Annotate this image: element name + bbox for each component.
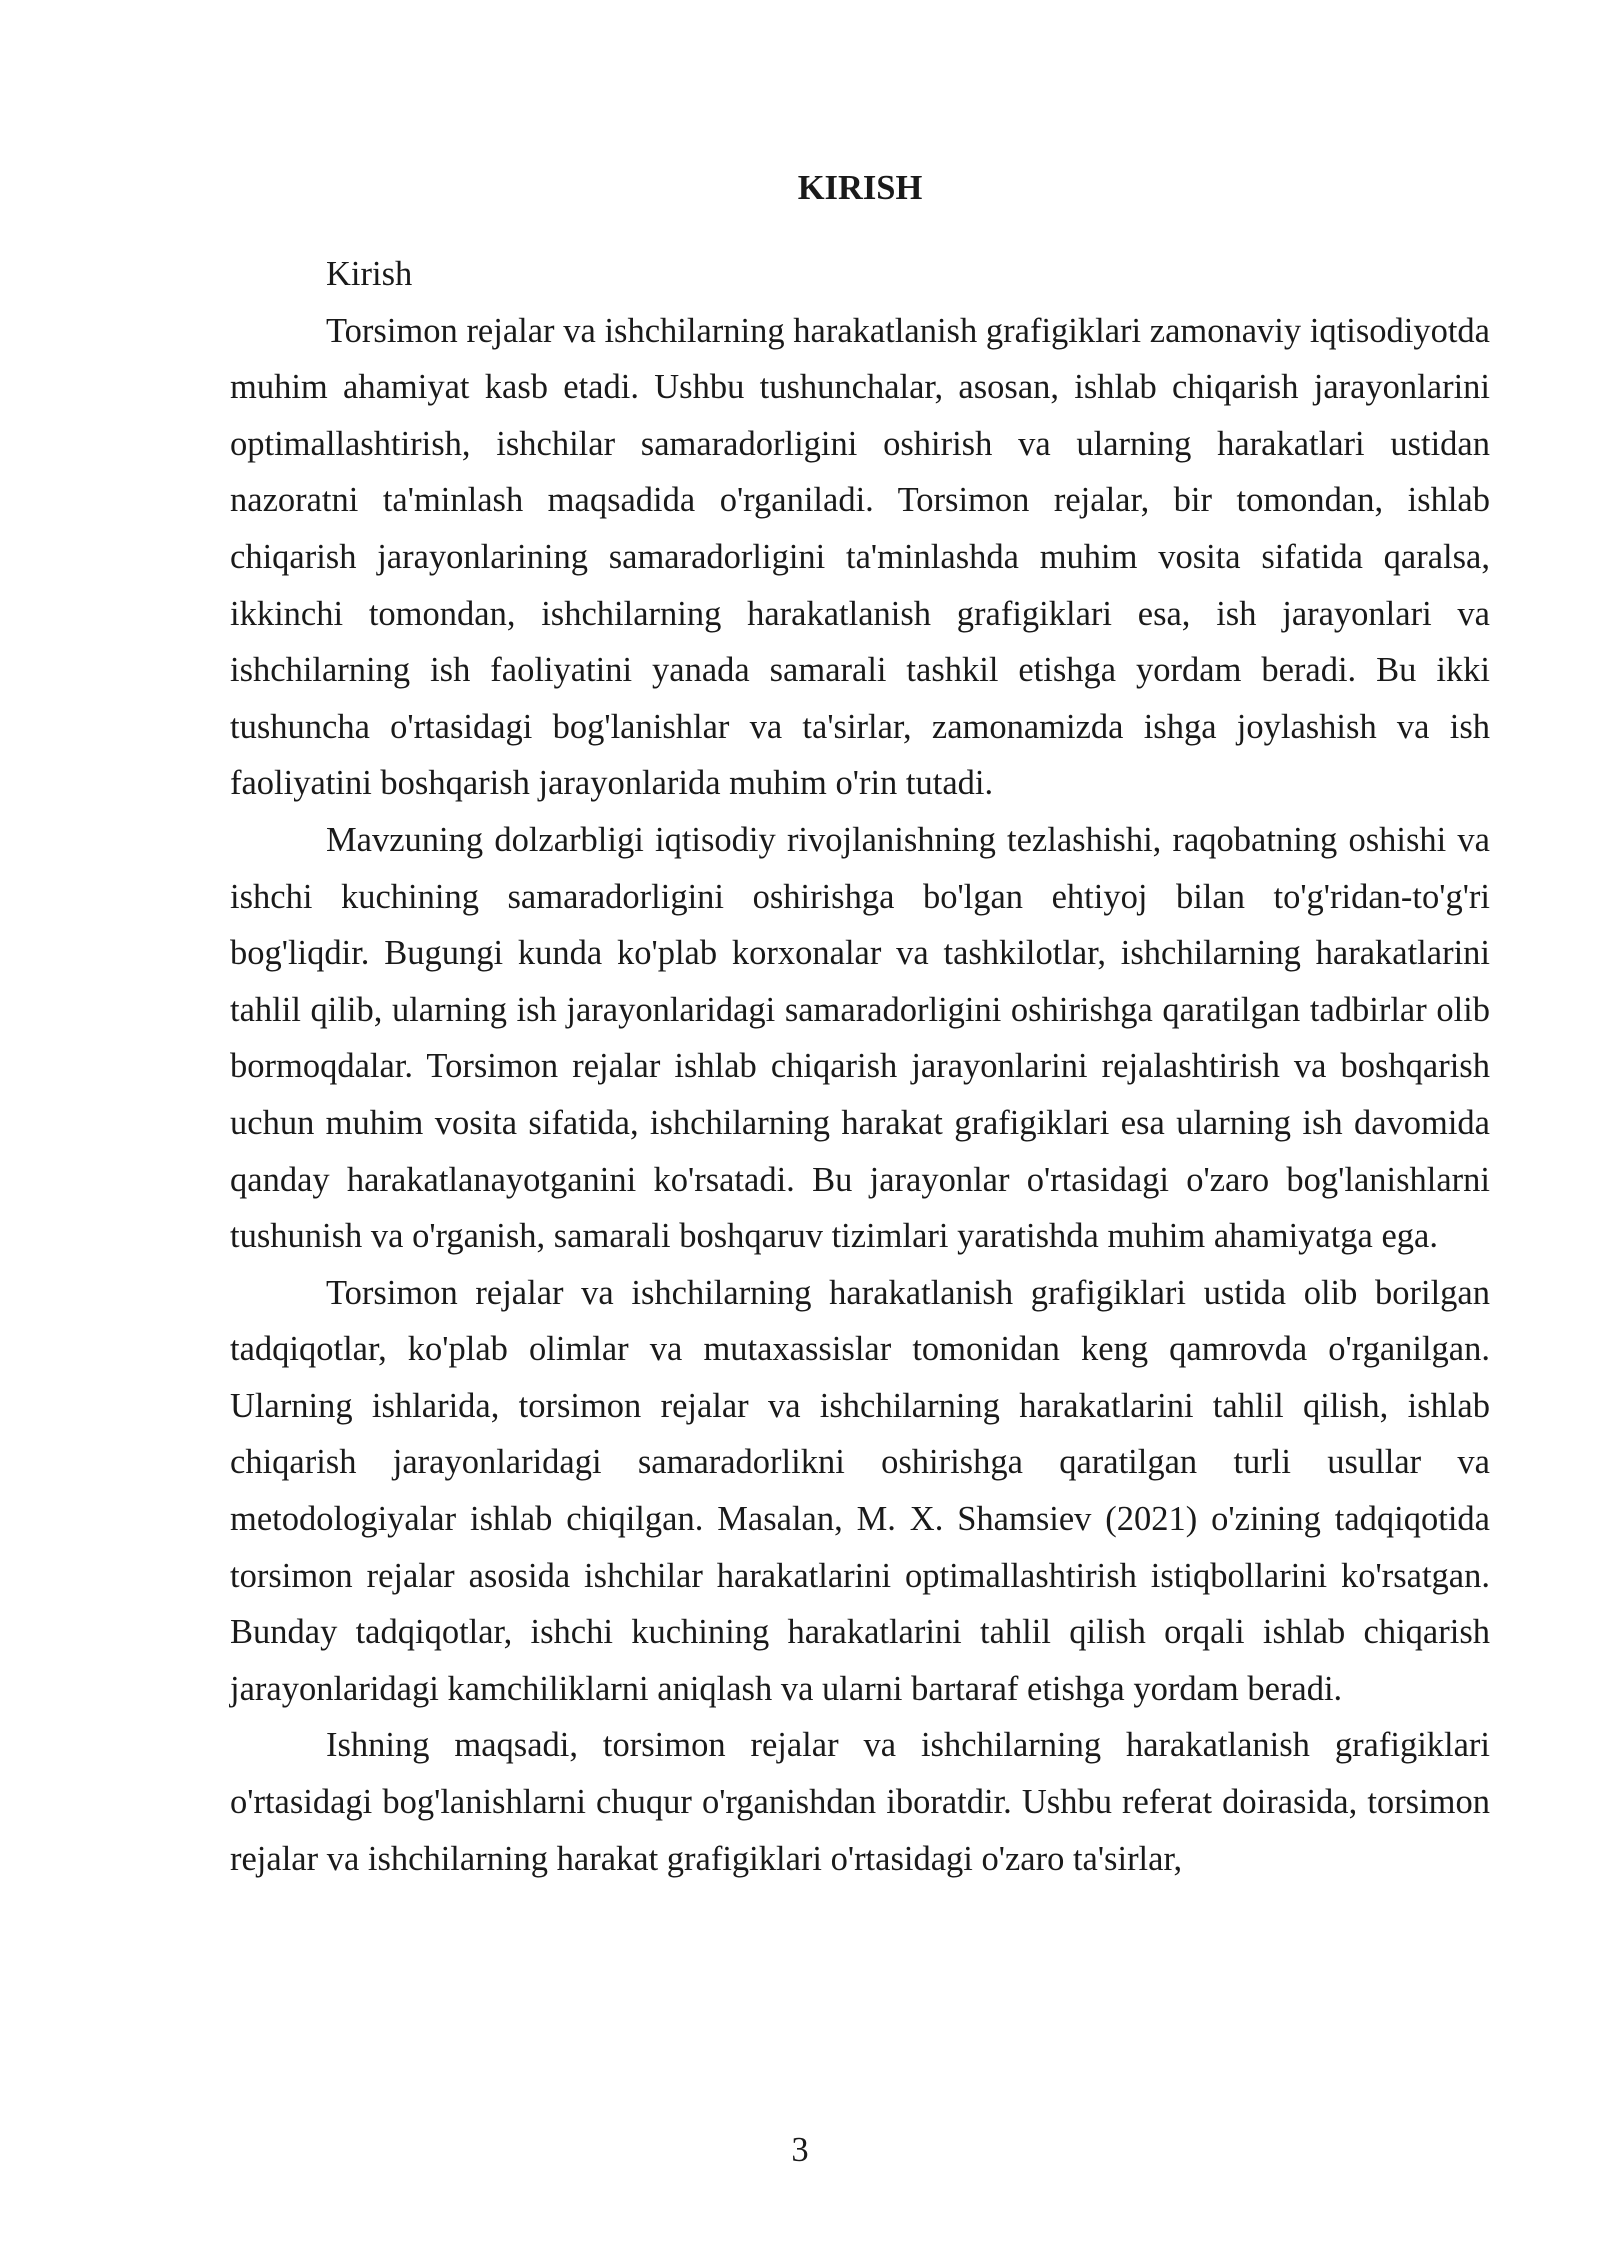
paragraph-literature: Torsimon rejalar va ishchilarning harakatlanish grafigiklari ustida olib borilgan tadqiqotlar, ko'plab olimlar va mutaxassislar tomonidan keng qamrovda o'rganilgan. Ularning ishlarida, torsimon rejalar va ishchilarning harakatlarini tahlil qilish, ishlab chiqarish jarayonlaridagi samaradorlikni oshirishga qaratilgan turli usullar va metodologiyalar ishlab chiqilgan. Masalan, M. X. Shamsiev (2021) o'zining tadqiqotida torsimon rejalar asosida ishchilar harakatlarini optimallashtirish istiqbollarini ko'rsatgan. Bunday tadqiqotlar, ishchi kuchining harakatlarini tahlil qilish orqali ishlab chiqarish jarayonlaridagi kamchiliklarni aniqlash va ularni bartaraf etishga yordam beradi. <box>230 1273 1490 1708</box>
page-number: 3 <box>791 2131 809 2169</box>
paragraph-goal: Ishning maqsadi, torsimon rejalar va ishchilarning harakatlanish grafigiklari o'rtasidagi bog'lanishlarni chuqur o'rganishdan iboratdir. Ushbu referat doirasida, torsimon rejalar va ishchilarning harakat grafigiklari o'rtasidagi o'zaro ta'sirlar, <box>230 1726 1490 1878</box>
section-heading: KIRISH <box>797 169 923 207</box>
page-body <box>230 160 1490 1887</box>
section-subheading: Kirish <box>326 255 413 293</box>
paragraph-intro: Torsimon rejalar va ishchilarning harakatlanish grafigiklari zamonaviy iqtisodiyotda muhim ahamiyat kasb etadi. Ushbu tushunchalar, asosan, ishlab chiqarish jarayonlarini optimallashtirish, ishchilar samaradorligini oshirish va ularning harakatlari ustidan nazoratni ta'minlash maqsadida o'rganiladi. Torsimon rejalar, bir tomondan, ishlab chiqarish jarayonlarining samaradorligini ta'minlashda muhim vosita sifatida qaralsa, ikkinchi tomondan, ishchilarning harakatlanish grafigiklari esa, ish jarayonlari va ishchilarning ish faoliyatini yanada samarali tashkil etishga yordam beradi. Bu ikki tushuncha o'rtasidagi bog'lanishlar va ta'sirlar, zamonamizda ishga joylashish va ish faoliyatini boshqarish jarayonlarida muhim o'rin tutadi. <box>230 311 1490 803</box>
paragraph-relevance: Mavzuning dolzarbligi iqtisodiy rivojlanishning tezlashishi, raqobatning oshishi va ishchi kuchining samaradorligini oshirishga bo'lgan ehtiyoj bilan to'g'ridan-to'g'ri bog'liqdir. Bugungi kunda ko'plab korxonalar va tashkilotlar, ishchilarning harakatlarini tahlil qilib, ularning ish jarayonlaridagi samaradorligini oshirishga qaratilgan tadbirlar olib bormoqdalar. Torsimon rejalar ishlab chiqarish jarayonlarini rejalashtirish va boshqarish uchun muhim vosita sifatida, ishchilarning harakat grafigiklari esa ularning ish davomida qanday harakatlanayotganini ko'rsatadi. Bu jarayonlar o'rtasidagi o'zaro bog'lanishlarni tushunish va o'rganish, samarali boshqaruv tizimlari yaratishda muhim ahamiyatga ega. <box>230 820 1490 1256</box>
